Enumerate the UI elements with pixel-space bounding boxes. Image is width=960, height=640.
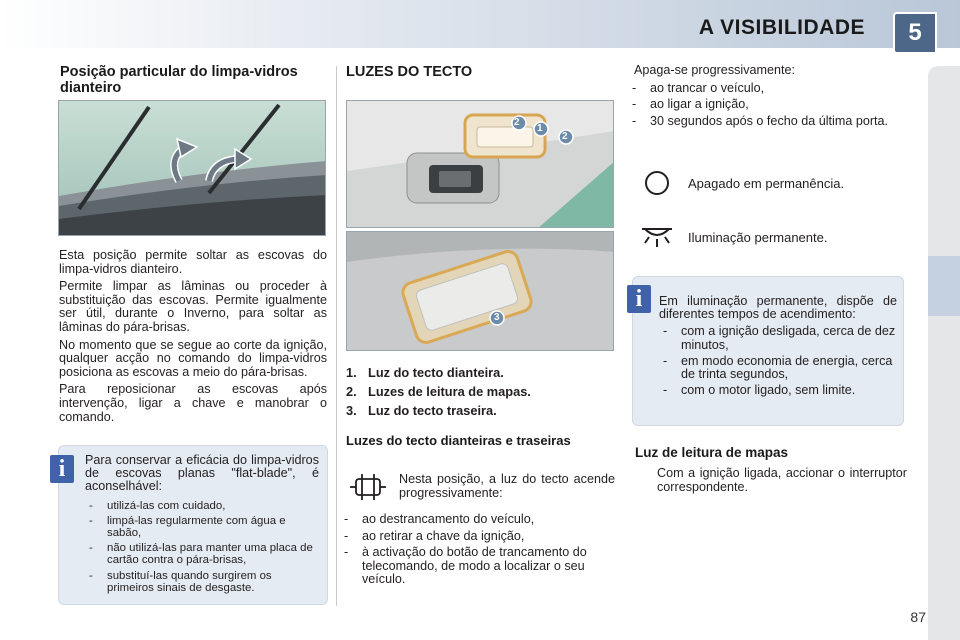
timing-info-box <box>632 276 904 426</box>
door-mode-icon <box>348 470 388 504</box>
fade-out-title: Apaga-se progressivamente: <box>634 63 796 77</box>
info-icon: i <box>627 285 651 313</box>
mode-off-label: Apagado em permanência. <box>688 175 845 191</box>
photo-label: 2 <box>514 117 520 128</box>
mode-on-label: Iluminação permanente. <box>688 229 828 245</box>
fade-out-list <box>628 82 914 129</box>
wiper-paragraph: No momento que se segue ao corte da ignição, qualquer acção no comando do limpa-vidros posiciona as escovas a meio do pára-brisas. <box>59 337 327 379</box>
legend-item: 2. Luzes de leitura de mapas. <box>346 384 531 399</box>
wiper-photo <box>58 100 326 236</box>
list-item: - em modo economia de energia, cerca de trinta segundos, <box>659 355 897 381</box>
front-ceiling-light-photo <box>346 100 614 228</box>
mode-off-row <box>642 168 844 198</box>
timing-info-intro: Em iluminação permanente, dispõe de diferentes tempos de acendimento: <box>659 294 897 322</box>
timing-info-list <box>659 325 897 397</box>
wiper-paragraph: Permite limpar as lâminas ou proceder à substituição das escovas. Permite igualmente ser útil, durante o Inverno, para soltar as lâminas do pára-brisas. <box>59 279 327 334</box>
legend-item: 3. Luz do tecto traseira. <box>346 403 497 418</box>
page-number: 87 <box>910 609 926 625</box>
map-light-heading: Luz de leitura de mapas <box>635 445 789 460</box>
map-light-text: Com a ignição ligada, accionar o interruptor correspondente. <box>657 466 907 494</box>
light-on-icon <box>640 223 674 251</box>
photo-label: 2 <box>562 131 568 142</box>
fade-out-block <box>634 64 914 131</box>
list-item: - 30 segundos após o fecho da última porta. <box>628 115 914 129</box>
photo-label: 1 <box>537 123 543 134</box>
wiper-info-list <box>85 500 319 594</box>
wiper-info-box <box>58 445 328 605</box>
ceiling-subheading: Luzes do tecto dianteiras e traseiras <box>346 433 571 448</box>
list-item: - ao trancar o veículo, <box>628 82 914 96</box>
list-item: - ao retirar a chave da ignição, <box>340 530 616 544</box>
wiper-info-intro: Para conservar a eficácia do limpa-vidros de escovas planas "flat-blade", é aconselhável: <box>85 453 319 494</box>
wiper-paragraph: Esta posição permite soltar as escovas do limpa-vidros dianteiro. <box>59 248 327 276</box>
photo-label: 3 <box>494 312 500 323</box>
list-item: - substituí-las quando surgirem os primeiros sinais de desgaste. <box>85 570 319 594</box>
list-item: - limpá-las regularmente com água e sabão, <box>85 515 319 539</box>
list-item: - com o motor ligado, sem limite. <box>659 384 897 397</box>
info-icon: i <box>50 455 74 483</box>
column-divider <box>336 66 337 606</box>
wiper-heading: Posição particular do limpa-vidros dianteiro <box>60 64 298 96</box>
list-item: - não utilizá-las para manter uma placa de cartão contra o pára-brisas, <box>85 542 319 566</box>
ceiling-light-legend <box>346 363 531 420</box>
wiper-paragraph: Para reposicionar as escovas após intervenção, ligar a chave e manobrar o comando. <box>59 382 327 424</box>
wiper-body <box>59 249 327 428</box>
list-item: - utilizá-las com cuidado, <box>85 500 319 512</box>
light-off-icon <box>642 168 672 198</box>
side-index-marker[interactable] <box>928 256 960 316</box>
chapter-tab[interactable]: 5 <box>893 12 937 54</box>
ceiling-lights-heading: LUZES DO TECTO <box>346 64 473 80</box>
mode-on-row <box>640 223 827 251</box>
list-item: - ao destrancamento do veículo, <box>340 513 616 527</box>
door-mode-list <box>340 513 616 590</box>
map-light-block <box>635 467 907 498</box>
list-item: - ao ligar a ignição, <box>628 98 914 112</box>
list-item: - à activação do botão de trancamento do telecomando, de modo a localizar o seu veículo. <box>340 546 616 587</box>
page-title: A VISIBILIDADE <box>698 16 865 39</box>
side-index-bar <box>928 66 960 640</box>
list-item: - com a ignição desligada, cerca de dez minutos, <box>659 325 897 351</box>
legend-item: 1. Luz do tecto dianteira. <box>346 365 504 380</box>
rear-ceiling-light-photo <box>346 231 614 351</box>
door-mode-text: Nesta posição, a luz do tecto acende progressivamente: <box>399 472 615 500</box>
